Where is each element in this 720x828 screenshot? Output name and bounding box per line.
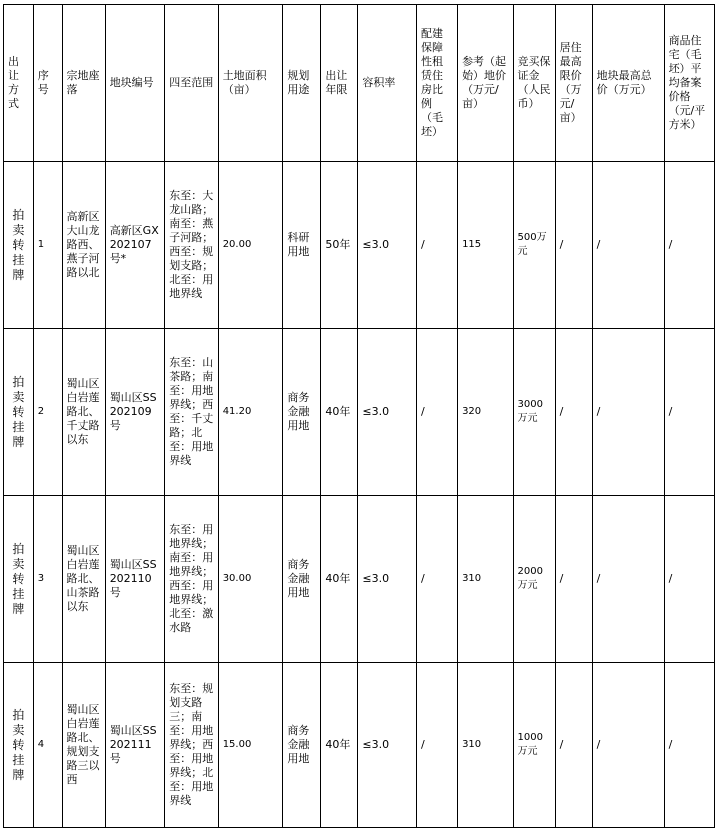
header-cell: 出让年限 [321,5,358,162]
header-cell: 土地面积（亩） [218,5,283,162]
header-cell: 地块编号 [105,5,165,162]
area-cell: 41.20 [218,329,283,496]
term-cell: 50年 [321,162,358,329]
max-total-price-cell: / [592,496,664,663]
header-cell: 出让方式 [4,5,34,162]
transfer-mode-cell: 拍卖转挂牌 [4,496,34,663]
bounds-cell: 东至：规划支路三；南至：用地界线；西至：用地界线；北至：用地界线 [165,663,218,828]
parcel-code-cell: 蜀山区SS202111号 [105,663,165,828]
header-cell: 竞买保证金（人民币） [513,5,555,162]
deposit-cell: 3000万元 [513,329,555,496]
max-residential-price-cell: / [555,496,592,663]
header-cell: 容积率 [358,5,417,162]
row-number-cell: 3 [33,496,62,663]
land-use-cell: 商务金融用地 [283,329,321,496]
header-cell: 地块最高总价（万元） [592,5,664,162]
housing-ratio-cell: / [416,496,457,663]
deposit-cell: 1000万元 [513,663,555,828]
max-total-price-cell: / [592,663,664,828]
term-cell: 40年 [321,329,358,496]
floor-area-ratio-cell: ≤3.0 [358,162,417,329]
table-row [4,496,715,663]
location-cell: 蜀山区白岩莲路北、千丈路以东 [62,329,105,496]
transfer-mode-cell: 拍卖转挂牌 [4,663,34,828]
term-cell: 40年 [321,663,358,828]
reference-price-cell: 320 [458,329,513,496]
bounds-cell: 东至：大龙山路；南至：燕子河路；西至：规划支路；北至：用地界线 [165,162,218,329]
max-residential-price-cell: / [555,663,592,828]
row-number-cell: 4 [33,663,62,828]
max-residential-price-cell: / [555,329,592,496]
land-listing-table [3,4,715,828]
floor-area-ratio-cell: ≤3.0 [358,329,417,496]
reference-price-cell: 115 [458,162,513,329]
transfer-mode-cell: 拍卖转挂牌 [4,329,34,496]
header-cell: 规划用途 [283,5,321,162]
reference-price-cell: 310 [458,663,513,828]
location-cell: 蜀山区白岩莲路北、规划支路三以西 [62,663,105,828]
location-cell: 高新区大山龙路西、燕子河路以北 [62,162,105,329]
bounds-cell: 东至：用地界线；南至：用地界线；西至：用地界线；北至：激水路 [165,496,218,663]
max-total-price-cell: / [592,329,664,496]
table-row [4,663,715,828]
row-number-cell: 2 [33,329,62,496]
header-cell: 居住最高限价（万元/亩） [555,5,592,162]
header-row [4,5,715,162]
avg-filing-price-cell: / [664,162,714,329]
avg-filing-price-cell: / [664,329,714,496]
table-row [4,329,715,496]
area-cell: 15.00 [218,663,283,828]
max-total-price-cell: / [592,162,664,329]
transfer-mode-cell: 拍卖转挂牌 [4,162,34,329]
header-cell: 四至范围 [165,5,218,162]
land-use-cell: 科研用地 [283,162,321,329]
term-cell: 40年 [321,496,358,663]
land-use-cell: 商务金融用地 [283,496,321,663]
location-cell: 蜀山区白岩莲路北、山茶路以东 [62,496,105,663]
floor-area-ratio-cell: ≤3.0 [358,663,417,828]
parcel-code-cell: 蜀山区SS202109号 [105,329,165,496]
housing-ratio-cell: / [416,663,457,828]
housing-ratio-cell: / [416,329,457,496]
bounds-cell: 东至：山茶路；南至：用地界线；西至：千丈路；北至：用地界线 [165,329,218,496]
header-cell: 参考（起始）地价（万元/亩） [458,5,513,162]
parcel-code-cell: 高新区GX202107号* [105,162,165,329]
header-cell: 配建保障性租赁住房比例（毛坯） [416,5,457,162]
floor-area-ratio-cell: ≤3.0 [358,496,417,663]
parcel-code-cell: 蜀山区SS202110号 [105,496,165,663]
row-number-cell: 1 [33,162,62,329]
avg-filing-price-cell: / [664,663,714,828]
table-row [4,162,715,329]
deposit-cell: 2000万元 [513,496,555,663]
area-cell: 30.00 [218,496,283,663]
deposit-cell: 500万元 [513,162,555,329]
land-use-cell: 商务金融用地 [283,663,321,828]
header-cell: 序号 [33,5,62,162]
header-cell: 宗地座落 [62,5,105,162]
area-cell: 20.00 [218,162,283,329]
reference-price-cell: 310 [458,496,513,663]
avg-filing-price-cell: / [664,496,714,663]
header-cell: 商品住宅（毛坯）平均备案价格（元/平方米） [664,5,714,162]
housing-ratio-cell: / [416,162,457,329]
max-residential-price-cell: / [555,162,592,329]
